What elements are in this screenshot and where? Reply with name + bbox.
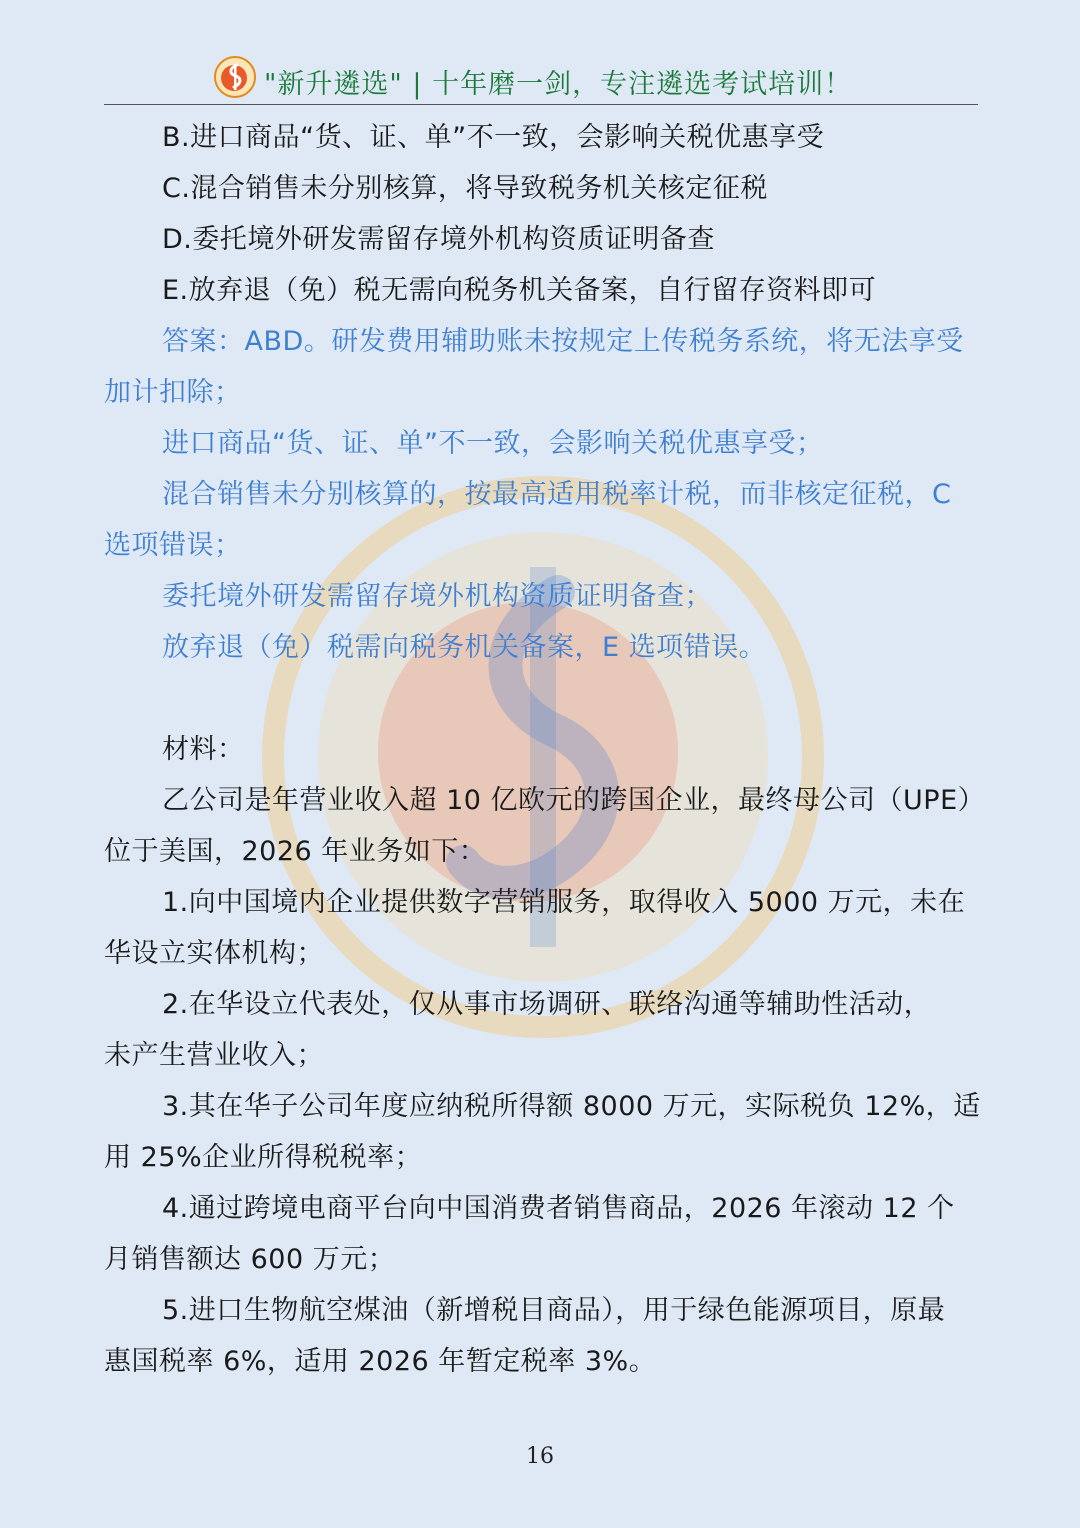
- page-header: [104, 52, 978, 105]
- answer-line: 放弃退（免）税需向税务机关备案，E 选项错误。: [162, 632, 767, 663]
- header-title: "新升遴选" | 十年磨一剑，专注遴选考试培训！: [264, 69, 853, 100]
- option-e: E.放弃退（免）税无需向税务机关备案，自行留存资料即可: [162, 275, 877, 306]
- material-line: 用 25%企业所得税税率；: [104, 1142, 423, 1173]
- material-line: 月销售额达 600 万元；: [104, 1244, 396, 1275]
- document-body: [104, 112, 986, 1387]
- material-heading: 材料：: [162, 734, 245, 765]
- material-line: 4.通过跨境电商平台向中国消费者销售商品，2026 年滚动 12 个: [162, 1193, 955, 1224]
- material-line: 3.其在华子公司年度应纳税所得额 8000 万元，实际税负 12%，适: [162, 1091, 981, 1122]
- logo-icon: [214, 56, 256, 98]
- material-line: 未产生营业收入；: [104, 1040, 324, 1071]
- material-line: 位于美国，2026 年业务如下：: [104, 836, 487, 867]
- page-number: 16: [526, 1444, 554, 1469]
- answer-line: 混合销售未分别核算的，按最高适用税率计税，而非核定征税，C: [162, 479, 952, 510]
- material-line: 惠国税率 6%，适用 2026 年暂定税率 3%。: [104, 1346, 657, 1377]
- material-line: 华设立实体机构；: [104, 938, 324, 969]
- option-d: D.委托境外研发需留存境外机构资质证明备查: [162, 224, 715, 255]
- material-line: 乙公司是年营业收入超 10 亿欧元的跨国企业，最终母公司（UPE）: [162, 785, 986, 816]
- answer-line: 答案：ABD。研发费用辅助账未按规定上传税务系统，将无法享受: [162, 326, 964, 357]
- option-b: B.进口商品“货、证、单”不一致，会影响关税优惠享受: [162, 122, 825, 153]
- answer-line: 选项错误；: [104, 530, 242, 561]
- answer-line: 进口商品“货、证、单”不一致，会影响关税优惠享受；: [162, 428, 824, 459]
- material-line: 5.进口生物航空煤油（新增税目商品），用于绿色能源项目，原最: [162, 1295, 946, 1326]
- material-line: 2.在华设立代表处，仅从事市场调研、联络沟通等辅助性活动，: [162, 989, 932, 1020]
- answer-line: 委托境外研发需留存境外机构资质证明备查；: [162, 581, 712, 612]
- material-line: 1.向中国境内企业提供数字营销服务，取得收入 5000 万元，未在: [162, 887, 966, 918]
- answer-line: 加计扣除；: [104, 377, 242, 408]
- option-c: C.混合销售未分别核算，将导致税务机关核定征税: [162, 173, 768, 204]
